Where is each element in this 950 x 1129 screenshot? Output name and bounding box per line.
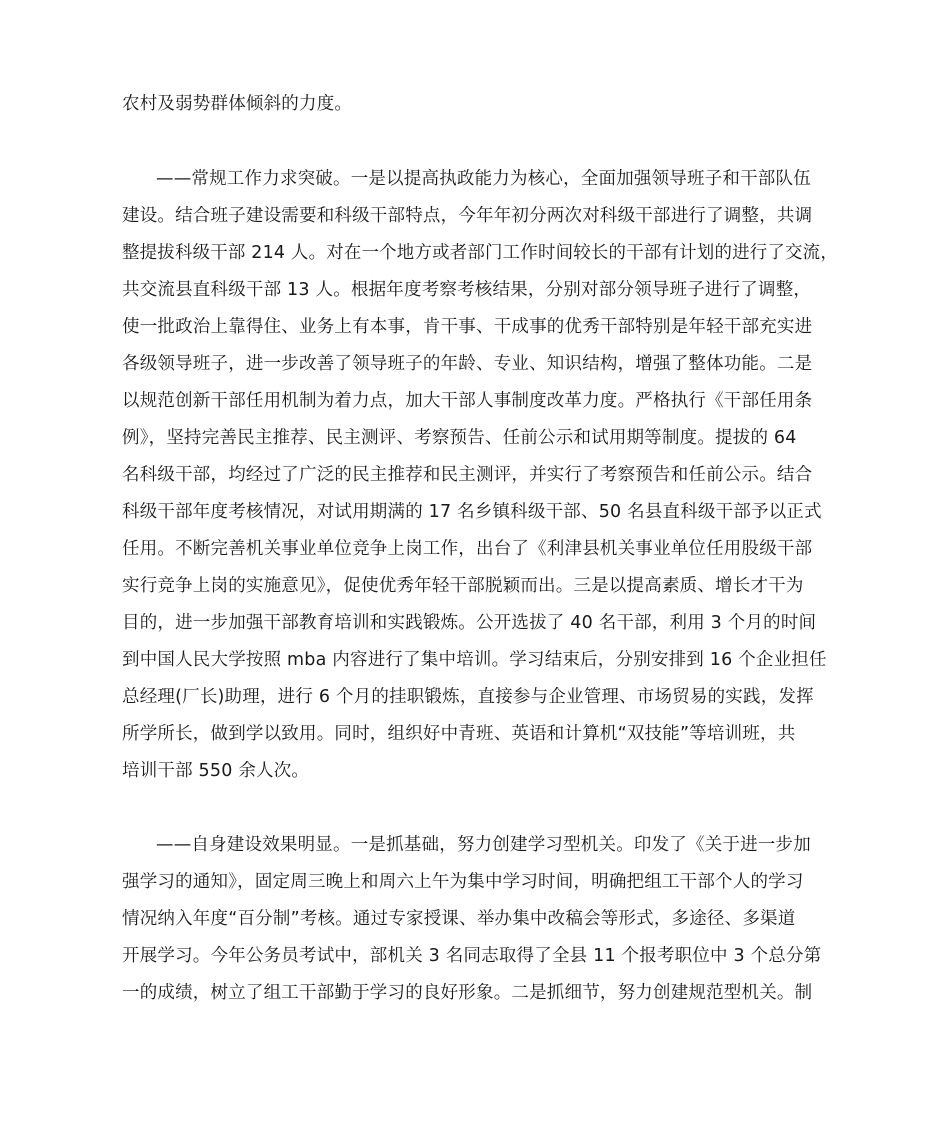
text-line: 建设。结合班子建设需要和科级干部特点，今年年初分两次对科级干部进行了调整，共调 [122,206,813,226]
text-line: 名科级干部，均经过了广泛的民主推荐和民主测评，并实行了考察预告和任前公示。结合 [122,465,813,485]
section-heading-line: ——常规工作力求突破。一是以提高执政能力为核心，全面加强领导班子和干部队伍 [156,169,811,189]
text-line: 到中国人民大学按照 mba 内容进行了集中培训。学习结束后，分别安排到 16 个企业担任 [122,650,827,670]
text-line: 共交流县直科级干部 13 人。根据年度考察考核结果，分别对部分领导班子进行了调整， [122,280,812,300]
text-line: 培训干部 550 余人次。 [122,761,310,781]
text-line: 所学所长，做到学以致用。同时，组织好中青班、英语和计算机“双技能”等培训班，共 [122,724,796,744]
text-line: 情况纳入年度“百分制”考核。通过专家授课、举办集中改稿会等形式，多途径、多渠道 [122,909,796,929]
text-line: 以规范创新干部任用机制为着力点，加大干部人事制度改革力度。严格执行《干部任用条 [122,391,813,411]
text-line: 总经理(厂长)助理，进行 6 个月的挂职锻炼，直接参与企业管理、市场贸易的实践，发挥 [122,687,814,707]
text-line: 目的，进一步加强干部教育培训和实践锻炼。公开选拔了 40 名干部，利用 3 个月的时间 [122,613,817,633]
text-line: 开展学习。今年公务员考试中，部机关 3 名同志取得了全县 11 个报考职位中 3 个总分第 [122,946,822,966]
text-line: 一的成绩，树立了组工干部勤于学习的良好形象。二是抓细节，努力创建规范型机关。制 [122,983,813,1003]
text-line: 农村及弱势群体倾斜的力度。 [122,94,353,114]
text-line: 科级干部年度考核情况，对试用期满的 17 名乡镇科级干部、50 名县直科级干部予以正式 [122,502,822,522]
text-line: 例》，坚持完善民主推荐、民主测评、考察预告、任前公示和试用期等制度。提拔的 64 [122,428,797,448]
text-line: 整提拔科级干部 214 人。对在一个地方或者部门工作时间较长的干部有计划的进行了交流， [122,243,838,263]
text-line: 强学习的通知》，固定周三晚上和周六上午为集中学习时间，明确把组工干部个人的学习 [122,872,804,892]
section-heading-line: ——自身建设效果明显。一是抓基础，努力创建学习型机关。印发了《关于进一步加 [156,835,811,855]
text-line: 使一批政治上靠得住、业务上有本事，肯干事、干成事的优秀干部特别是年轻干部充实进 [122,317,813,337]
text-line: 各级领导班子，进一步改善了领导班子的年龄、专业、知识结构，增强了整体功能。二是 [122,354,813,374]
text-line: 任用。不断完善机关事业单位竞争上岗工作，出台了《利津县机关事业单位任用股级干部 [122,539,813,559]
text-line: 实行竞争上岗的实施意见》，促使优秀年轻干部脱颖而出。三是以提高素质、增长才干为 [122,576,804,596]
